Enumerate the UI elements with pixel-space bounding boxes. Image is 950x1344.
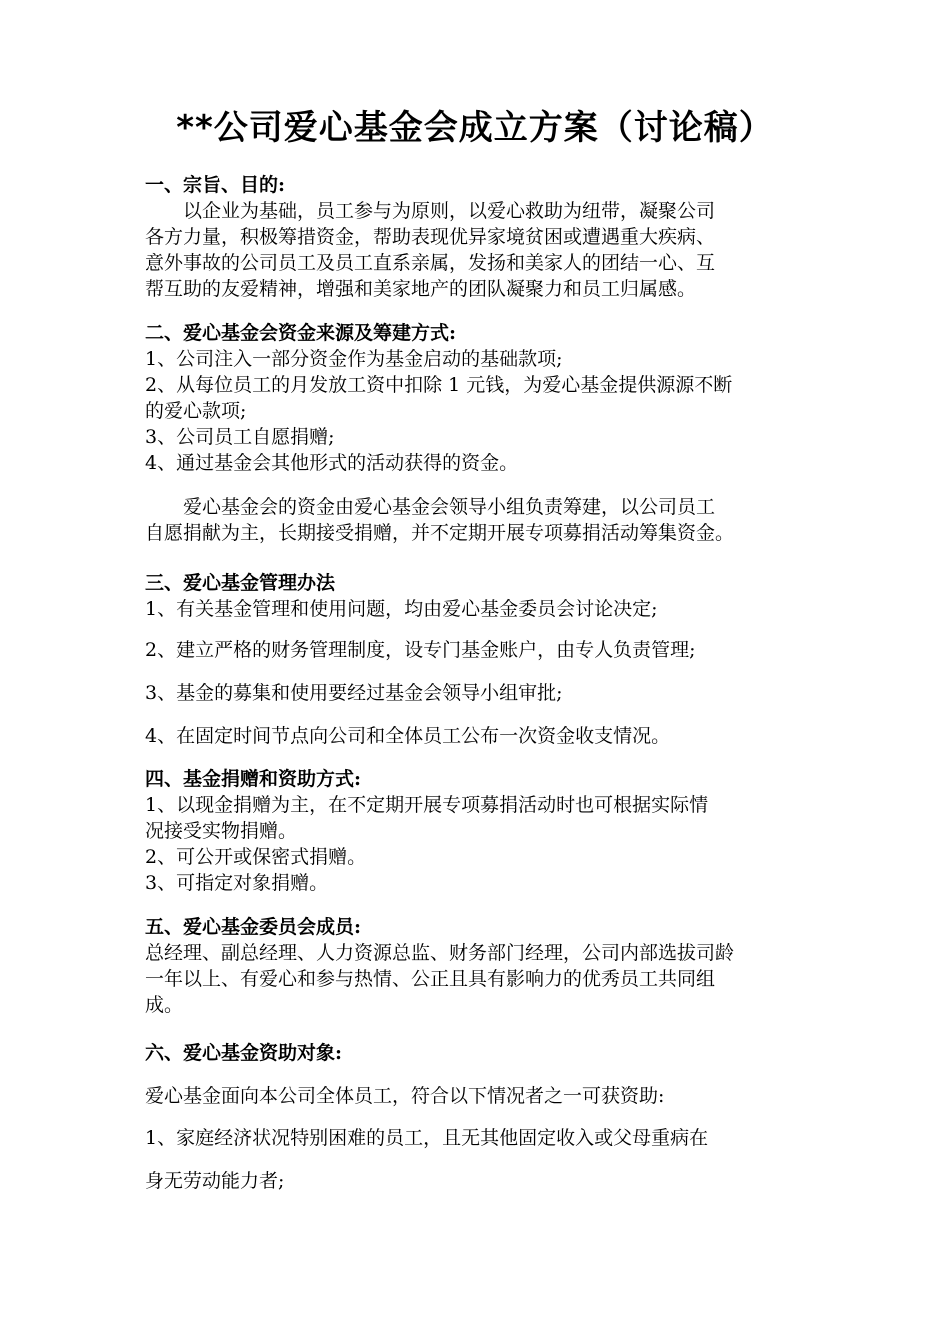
list-item: 2、从每位员工的月发放工资中扣除 1 元钱，为爱心基金提供源源不断: [145, 374, 733, 396]
body-line: 意外事故的公司员工及员工直系亲属，发扬和美家人的团结一心、互: [145, 252, 716, 274]
body-line: 总经理、副总经理、人力资源总监、财务部门经理，公司内部选拔司龄: [145, 942, 735, 964]
list-item: 2、可公开或保密式捐赠。: [145, 846, 367, 868]
section-committee: [145, 914, 825, 1018]
body-line: 爱心基金面向本公司全体员工，符合以下情况者之一可获资助:: [145, 1085, 665, 1107]
body-line: 自愿捐献为主，长期接受捐赠，并不定期开展专项募捐活动筹集资金。: [145, 522, 735, 544]
list-item: 况接受实物捐赠。: [145, 820, 298, 842]
list-item: 身无劳动能力者;: [145, 1170, 285, 1192]
section-heading: 五、爱心基金委员会成员:: [145, 916, 362, 938]
body-line: 一年以上、有爱心和参与热情、公正且具有影响力的优秀员工共同组: [145, 968, 716, 990]
list-item: 4、通过基金会其他形式的活动获得的资金。: [145, 452, 519, 474]
section-heading: 六、爱心基金资助对象:: [145, 1042, 343, 1064]
section-beneficiaries: [145, 1040, 825, 1066]
list-item: 3、可指定对象捐赠。: [145, 872, 329, 894]
beneficiaries-item-1-cont: [145, 1168, 825, 1194]
management-item-3: [145, 680, 825, 706]
document-title: **公司爱心基金会成立方案（讨论稿）: [176, 108, 774, 148]
section-heading: 三、爱心基金管理办法: [145, 572, 336, 594]
list-item: 4、在固定时间节点向公司和全体员工公布一次资金收支情况。: [145, 725, 671, 747]
body-line: 各方力量，积极筹措资金，帮助表现优异家境贫困或遭遇重大疾病、: [145, 226, 716, 248]
list-item: 3、公司员工自愿捐赠;: [145, 426, 335, 448]
beneficiaries-intro: [145, 1083, 825, 1109]
list-item: 3、基金的募集和使用要经过基金会领导小组审批;: [145, 682, 563, 704]
section-heading: 一、宗旨、目的:: [145, 174, 286, 196]
body-line: 以企业为基础，员工参与为原则，以爱心救助为纽带，凝聚公司: [183, 200, 716, 222]
management-item-4: [145, 723, 825, 749]
body-line: 爱心基金会的资金由爱心基金会领导小组负责筹建，以公司员工: [183, 496, 716, 518]
section-purpose: [145, 172, 825, 302]
funding-paragraph: [145, 494, 825, 546]
management-item-2: [145, 637, 825, 663]
body-line: 帮互助的友爱精神，增强和美家地产的团队凝聚力和员工归属感。: [145, 278, 697, 300]
body-line: 成。: [145, 994, 184, 1016]
section-funding: [145, 320, 825, 476]
list-item: 1、公司注入一部分资金作为基金启动的基础款项;: [145, 348, 563, 370]
section-heading: 二、爱心基金会资金来源及筹建方式:: [145, 322, 457, 344]
section-donation: [145, 766, 825, 896]
list-item: 1、以现金捐赠为主，在不定期开展专项募捐活动时也可根据实际情: [145, 794, 709, 816]
list-item: 1、家庭经济状况特别困难的员工，且无其他固定收入或父母重病在: [145, 1127, 709, 1149]
section-management: [145, 570, 825, 622]
list-item: 2、建立严格的财务管理制度，设专门基金账户，由专人负责管理;: [145, 639, 696, 661]
list-item: 的爱心款项;: [145, 400, 247, 422]
beneficiaries-item-1: [145, 1125, 825, 1151]
section-heading: 四、基金捐赠和资助方式:: [145, 768, 362, 790]
list-item: 1、有关基金管理和使用问题，均由爱心基金委员会讨论决定;: [145, 598, 658, 620]
